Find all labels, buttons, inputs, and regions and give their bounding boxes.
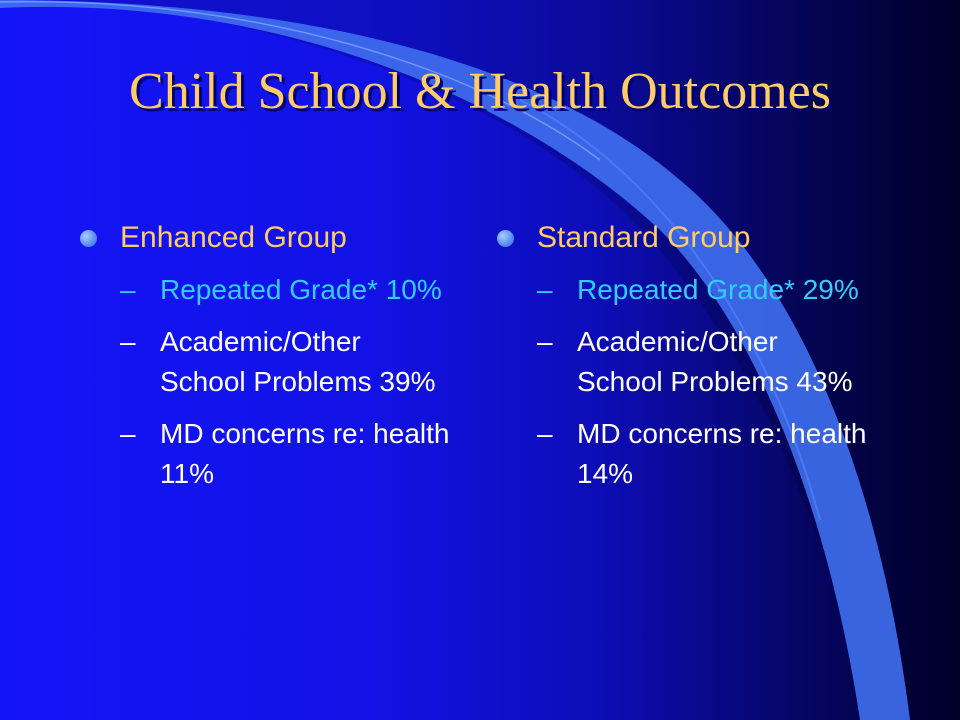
dash-icon: – xyxy=(537,274,553,305)
bullet-icon xyxy=(497,230,514,247)
enhanced-md-concerns xyxy=(80,414,450,494)
standard-group-column xyxy=(497,218,877,494)
enhanced-repeated-grade xyxy=(80,270,450,310)
standard-repeated-grade-text: Repeated Grade* 29% xyxy=(577,274,859,305)
dash-icon: – xyxy=(120,418,136,449)
enhanced-md-concerns-text: MD concerns re: health 11% xyxy=(160,418,450,489)
dash-icon: – xyxy=(537,418,553,449)
enhanced-group-label: Enhanced Group xyxy=(120,221,347,254)
standard-repeated-grade xyxy=(497,270,867,310)
standard-md-concerns-text: MD concerns re: health 14% xyxy=(577,418,867,489)
enhanced-school-problems-text: Academic/Other School Problems 39% xyxy=(160,326,436,397)
dash-icon: – xyxy=(120,274,136,305)
slide-title: Child School & Health Outcomes xyxy=(129,63,831,120)
standard-group-heading xyxy=(497,218,877,258)
enhanced-repeated-grade-text: Repeated Grade* 10% xyxy=(160,274,442,305)
standard-school-problems xyxy=(497,322,867,402)
standard-md-concerns xyxy=(497,414,867,494)
standard-group-label: Standard Group xyxy=(537,221,751,254)
standard-school-problems-text: Academic/Other School Problems 43% xyxy=(577,326,853,397)
enhanced-group-column xyxy=(80,218,460,494)
bullet-icon xyxy=(80,230,97,247)
dash-icon: – xyxy=(120,326,136,357)
dash-icon: – xyxy=(537,326,553,357)
enhanced-group-heading xyxy=(80,218,460,258)
enhanced-school-problems xyxy=(80,322,450,402)
